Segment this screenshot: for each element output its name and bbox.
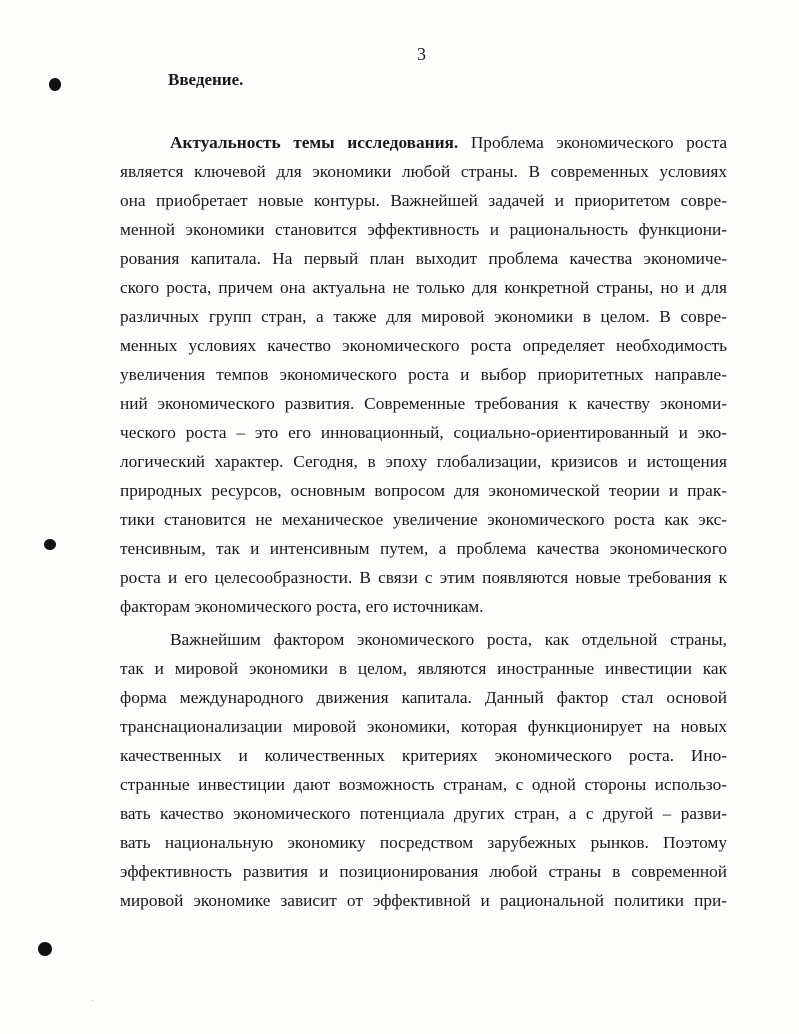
paragraph-relevance (120, 128, 727, 621)
text-line: увеличения темпов экономического роста и выбор приоритетных направле- (120, 365, 727, 384)
page-number: 3 (417, 44, 426, 64)
text-line: является ключевой для экономики любой страны. В современных условиях (120, 162, 727, 181)
text-line: эффективность развития и позиционирования любой страны в современной (120, 862, 727, 881)
text-line: ческого роста – это его инновационный, социально-ориентированный и эко- (120, 423, 727, 442)
paragraph-investments (120, 625, 727, 915)
binder-hole-mark (38, 942, 52, 956)
text-line: вать качество экономического потенциала других стран, а с другой – разви- (120, 804, 727, 823)
section-heading: Введение. (168, 70, 244, 89)
binder-hole-mark (49, 78, 61, 91)
text-line: менных условиях качество экономического роста определяет необходимость (120, 336, 727, 355)
scan-speck (92, 1000, 93, 1001)
text-line: Важнейшим фактором экономического роста, как отдельной страны, (170, 630, 727, 649)
text-line: роста и его целесообразности. В связи с этим появляются новые требования к (120, 568, 727, 587)
text-line: менной экономики становится эффективность и рациональность функциони- (120, 220, 727, 239)
text-line: рования капитала. На первый план выходит проблема качества экономиче- (120, 249, 727, 268)
text-line: Актуальность темы исследования. Проблема экономического роста (170, 133, 727, 152)
text-line: различных групп стран, а также для мировой экономики в целом. В совре- (120, 307, 727, 326)
text-line: факторам экономического роста, его источникам. (120, 597, 484, 616)
text-line: мировой экономике зависит от эффективной и рациональной политики при- (120, 891, 727, 910)
text-line: тенсивным, так и интенсивным путем, а проблема качества экономического (120, 539, 727, 558)
text-line: вать национальную экономику посредством зарубежных рынков. Поэтому (120, 833, 727, 852)
text-line: странные инвестиции дают возможность странам, с одной стороны использо- (120, 775, 727, 794)
text-line: логический характер. Сегодня, в эпоху глобализации, кризисов и истощения (120, 452, 727, 471)
text-line: тики становится не механическое увеличение экономического роста как экс- (120, 510, 727, 529)
text-line: природных ресурсов, основным вопросом для экономической теории и прак- (120, 481, 727, 500)
text-line: ского роста, причем она актуальна не только для конкретной страны, но и для (120, 278, 727, 297)
text-line: она приобретает новые контуры. Важнейшей задачей и приоритетом совре- (120, 191, 727, 210)
text-line: транснационализации мировой экономики, которая функционирует на новых (120, 717, 727, 736)
paragraph-lead: Актуальность темы исследования. (170, 133, 459, 152)
text-line: форма международного движения капитала. Данный фактор стал основой (120, 688, 727, 707)
text-line: качественных и количественных критериях экономического роста. Ино- (120, 746, 727, 765)
text-line: ний экономического развития. Современные требования к качеству экономи- (120, 394, 727, 413)
text-line: так и мировой экономики в целом, являются иностранные инвестиции как (120, 659, 727, 678)
binder-hole-mark (44, 539, 56, 550)
